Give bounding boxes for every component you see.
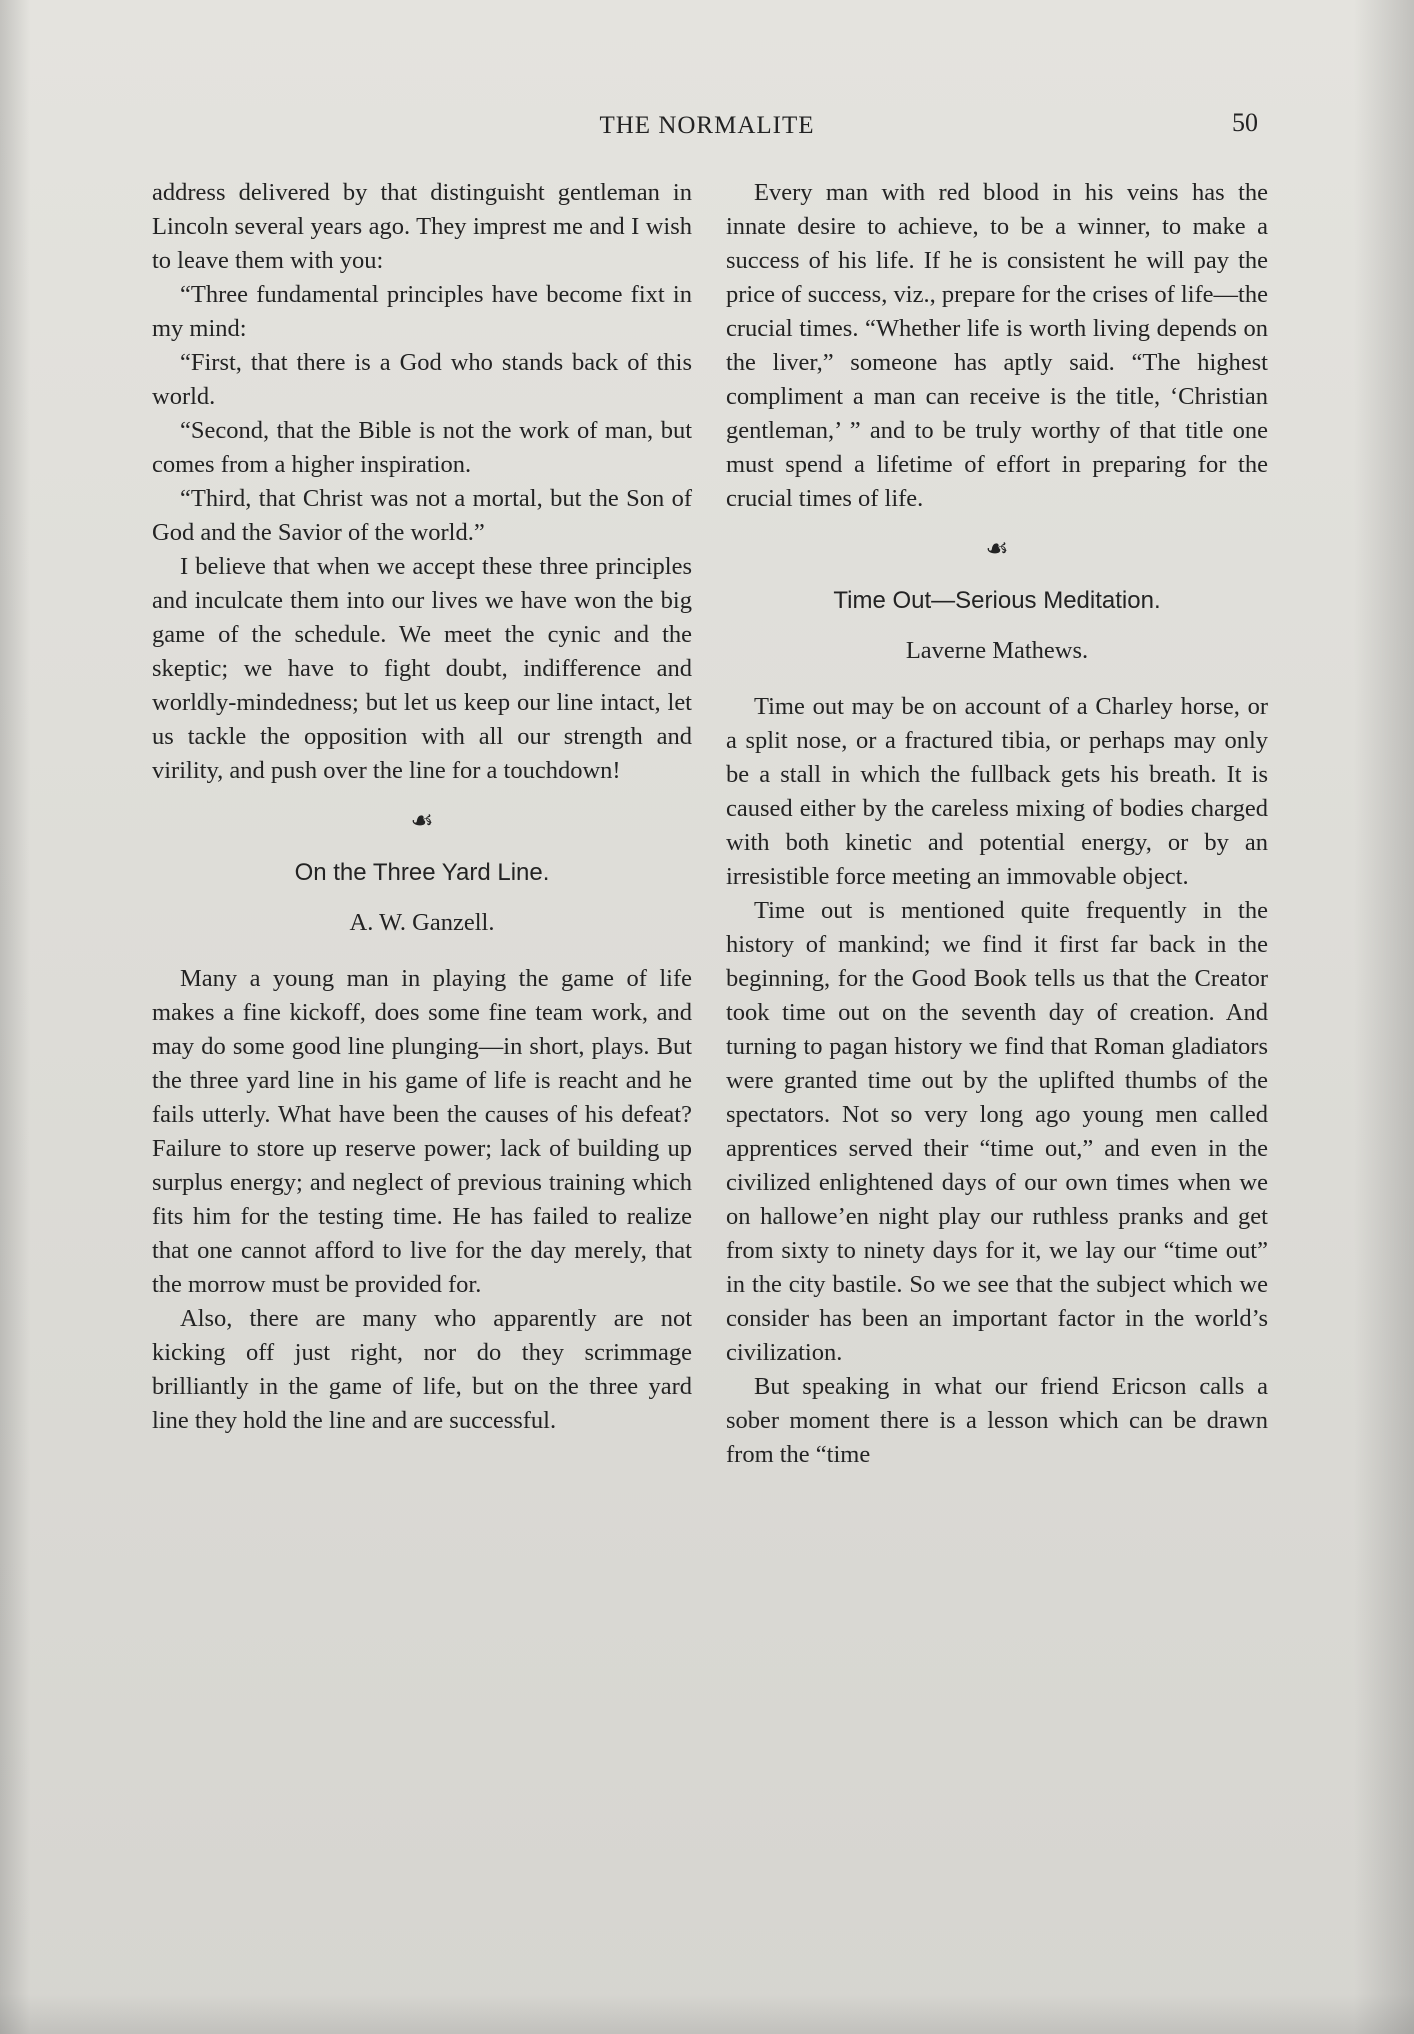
ornament-icon: ☙ bbox=[985, 534, 1009, 563]
page-shadow-right bbox=[1354, 0, 1414, 2034]
paragraph: Time out may be on account of a Charley horse, or a split nose, or a fractured tibia, or perhaps may only be a stall in which the fullback gets his breath. It is caused either by the careless mixing of bodies charged with both kinetic and potential energy, or by an irresistible force meeting an immovable object. bbox=[726, 693, 1268, 890]
paragraph: Time out is mentioned quite frequently in the history of mankind; we find it first far back in the beginning, for the Good Book tells us that the Creator took time out on the seventh day of creation. And turning to pagan history we find that Roman gladiators were granted time out by the uplifted thumbs of the spectators. Not so very long ago young men called apprentices served their “time out,” and even in the civilized enlightened days of our own times when we on hallowe’en night play our ruthless pranks and get from sixty to ninety days for it, we lay our “time out” in the city bastile. So we see that the subject which we consider has been an important factor in the world’s civilization. bbox=[726, 897, 1268, 1366]
article-title: On the Three Yard Line. bbox=[294, 859, 550, 886]
page-number: 50 bbox=[1232, 108, 1258, 137]
paragraph: “Third, that Christ was not a mortal, but the Son of God and the Savior of the world.” bbox=[152, 485, 692, 546]
page-shadow-left bbox=[0, 0, 30, 2034]
left-column bbox=[152, 176, 692, 1438]
paragraph: “First, that there is a God who stands back of this world. bbox=[152, 349, 692, 410]
paragraph: “Second, that the Bible is not the work of man, but comes from a higher inspiration. bbox=[152, 417, 692, 478]
article-title: Time Out—Serious Meditation. bbox=[833, 587, 1161, 614]
article-author: Laverne Mathews. bbox=[905, 637, 1089, 664]
running-header: THE NORMALITE bbox=[599, 112, 815, 139]
right-column bbox=[726, 176, 1268, 1472]
ornament-icon: ☙ bbox=[410, 806, 434, 835]
paragraph: I believe that when we accept these three principles and inculcate them into our lives we have won the big game of the schedule. We meet the cynic and the skeptic; we have to fight doubt, indifference and worldly-mindedness; but let us keep our line intact, let us tackle the opposition with all our strength and virility, and push over the line for a touchdown! bbox=[152, 553, 692, 784]
paragraph: Many a young man in playing the game of life makes a fine kickoff, does some fine team work, and may do some good line plunging—in short, plays. But the three yard line in his game of life is reacht and he fails utterly. What have been the causes of his defeat? Failure to store up reserve power; lack of building up surplus energy; and neglect of previous training which fits him for the testing time. He has failed to realize that one cannot afford to live for the day merely, that the morrow must be provided for. bbox=[152, 965, 692, 1298]
paragraph: Also, there are many who apparently are not kicking off just right, nor do they scrimmage brilliantly in the game of life, but on the three yard line they hold the line and are successful. bbox=[152, 1305, 692, 1434]
paragraph: Every man with red blood in his veins has the innate desire to achieve, to be a winner, to make a success of his life. If he is consistent he will pay the price of success, viz., prepare for the crises of life—the crucial times. “Whether life is worth living depends on the liver,” someone has aptly said. “The highest compliment a man can receive is the title, ‘Christian gentleman,’ ” and to be truly worthy of that title one must spend a lifetime of effort in preparing for the crucial times of life. bbox=[726, 179, 1268, 512]
paragraph: “Three fundamental principles have become fixt in my mind: bbox=[152, 281, 692, 342]
page-shadow-bottom bbox=[0, 1994, 1414, 2034]
paragraph: But speaking in what our friend Ericson calls a sober moment there is a lesson which can be drawn from the “time bbox=[726, 1373, 1268, 1468]
paragraph: address delivered by that distinguisht gentleman in Lincoln several years ago. They imprest me and I wish to leave them with you: bbox=[152, 179, 692, 274]
article-author: A. W. Ganzell. bbox=[349, 909, 495, 936]
